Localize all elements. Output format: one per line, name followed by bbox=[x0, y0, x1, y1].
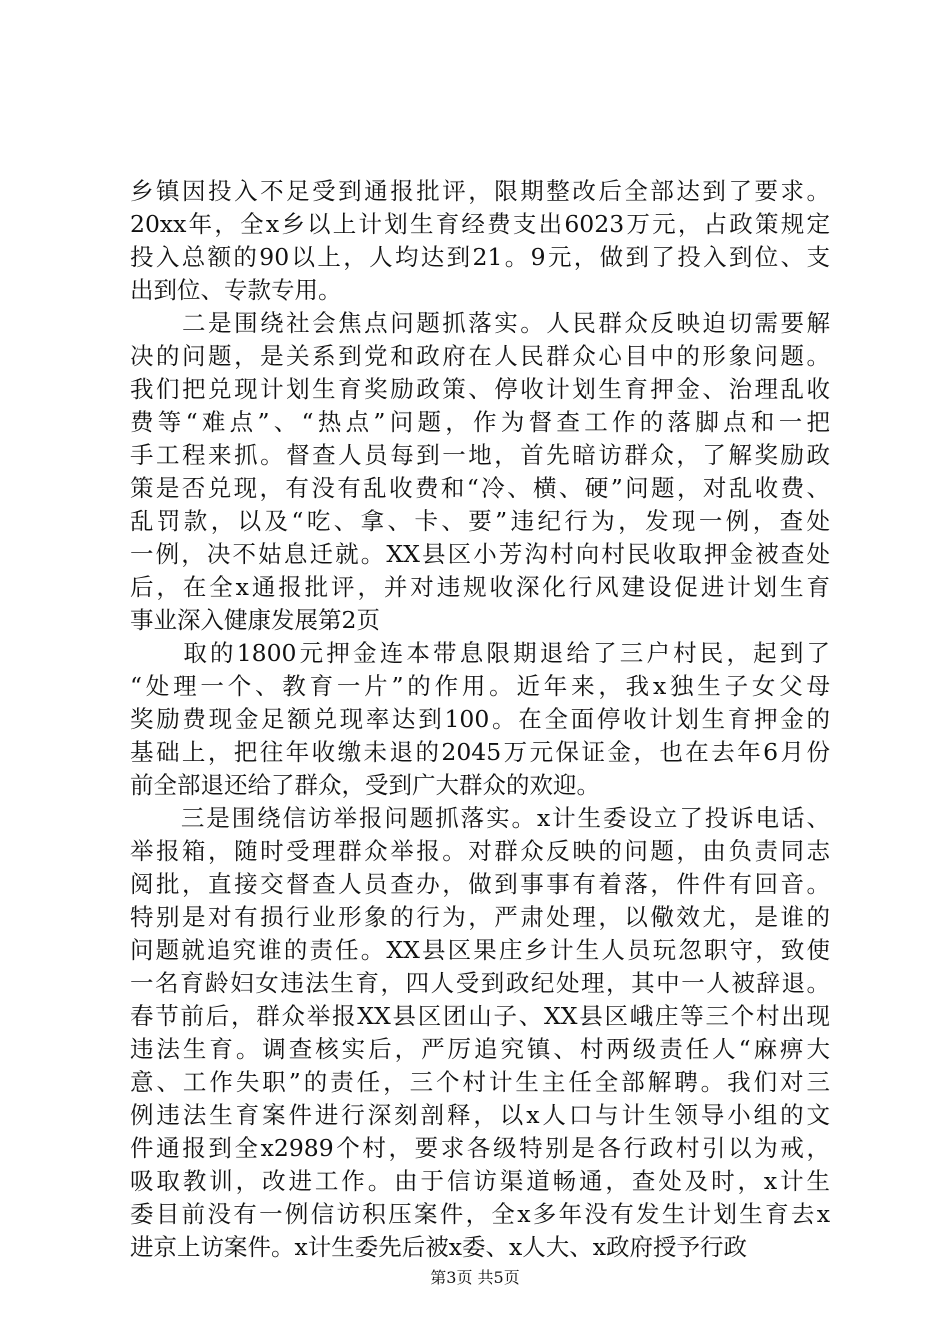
text-line: 乱罚款，以及“吃、拿、卡、要”违纪行为，发现一例，查处 bbox=[130, 507, 830, 535]
text-line: “处理一个、教育一片”的作用。近年来，我x独生子女父母 bbox=[130, 672, 830, 700]
text-line: 例违法生育案件进行深刻剖释，以x人口与计生领导小组的文 bbox=[130, 1101, 830, 1129]
text-line: 进京上访案件。x计生委先后被x委、x人大、x政府授予行政 bbox=[130, 1233, 748, 1261]
text-line: 一例，决不姑息迁就。XX县区小芳沟村向村民收取押金被查处 bbox=[130, 540, 830, 568]
text-line: 春节前后，群众举报XX县区团山子、XX县区峨庄等三个村出现 bbox=[130, 1002, 830, 1030]
text-line: 三是围绕信访举报问题抓落实。x计生委设立了投诉电话、 bbox=[130, 804, 830, 832]
text-line: 奖励费现金足额兑现率达到100。在全面停收计划生育押金的 bbox=[130, 705, 830, 733]
text-line: 特别是对有损行业形象的行为，严肃处理，以儆效尤，是谁的 bbox=[130, 903, 830, 931]
text-line: 手工程来抓。督查人员每到一地，首先暗访群众，了解奖励政 bbox=[130, 441, 830, 469]
text-line: 决的问题，是关系到党和政府在人民群众心目中的形象问题。 bbox=[130, 342, 830, 370]
text-line: 20xx年，全x乡以上计划生育经费支出6023万元，占政策规定 bbox=[130, 210, 830, 238]
paragraph bbox=[130, 802, 830, 1264]
text-line: 吸取教训，改进工作。由于信访渠道畅通，查处及时，x计生 bbox=[130, 1167, 830, 1195]
text-line: 前全部退还给了群众，受到广大群众的欢迎。 bbox=[130, 771, 600, 799]
text-line: 出到位、专款专用。 bbox=[130, 276, 342, 304]
text-line: 基础上，把往年收缴未退的2045万元保证金，也在去年6月份 bbox=[130, 738, 830, 766]
text-line: 问题就追究谁的责任。XX县区果庄乡计生人员玩忽职守，致使 bbox=[130, 936, 830, 964]
text-line: 后，在全x通报批评，并对违规收深化行风建设促进计划生育 bbox=[130, 573, 830, 601]
text-line: 委目前没有一例信访积压案件，全x多年没有发生计划生育去x bbox=[130, 1200, 830, 1228]
paragraph bbox=[130, 307, 830, 637]
text-line: 费等“难点”、“热点”问题，作为督查工作的落脚点和一把 bbox=[130, 408, 830, 436]
text-line: 乡镇因投入不足受到通报批评，限期整改后全部达到了要求。 bbox=[130, 177, 830, 205]
document-body bbox=[130, 175, 830, 1264]
page-footer: 第3页 共5页 bbox=[430, 1268, 520, 1287]
text-line: 意、工作失职”的责任，三个村计生主任全部解聘。我们对三 bbox=[130, 1068, 830, 1096]
text-line: 举报箱，随时受理群众举报。对群众反映的问题，由负责同志 bbox=[130, 837, 830, 865]
text-line: 事业深入健康发展第2页 bbox=[130, 606, 380, 634]
text-line: 阅批，直接交督查人员查办，做到事事有着落，件件有回音。 bbox=[130, 870, 830, 898]
text-line: 我们把兑现计划生育奖励政策、停收计划生育押金、治理乱收 bbox=[130, 375, 830, 403]
paragraph bbox=[130, 175, 830, 307]
text-line: 违法生育。调查核实后，严厉追究镇、村两级责任人“麻痹大 bbox=[130, 1035, 830, 1063]
text-line: 二是围绕社会焦点问题抓落实。人民群众反映迫切需要解 bbox=[130, 309, 830, 337]
text-line: 一名育龄妇女违法生育，四人受到政纪处理，其中一人被辞退。 bbox=[130, 969, 830, 997]
text-line: 投入总额的90以上，人均达到21。9元，做到了投入到位、支 bbox=[130, 243, 830, 271]
text-line: 件通报到全x2989个村，要求各级特别是各行政村引以为戒， bbox=[130, 1134, 830, 1162]
paragraph bbox=[130, 637, 830, 802]
text-line: 策是否兑现，有没有乱收费和“冷、横、硬”问题，对乱收费、 bbox=[130, 474, 830, 502]
text-line: 取的1800元押金连本带息限期退给了三户村民，起到了 bbox=[130, 639, 830, 667]
